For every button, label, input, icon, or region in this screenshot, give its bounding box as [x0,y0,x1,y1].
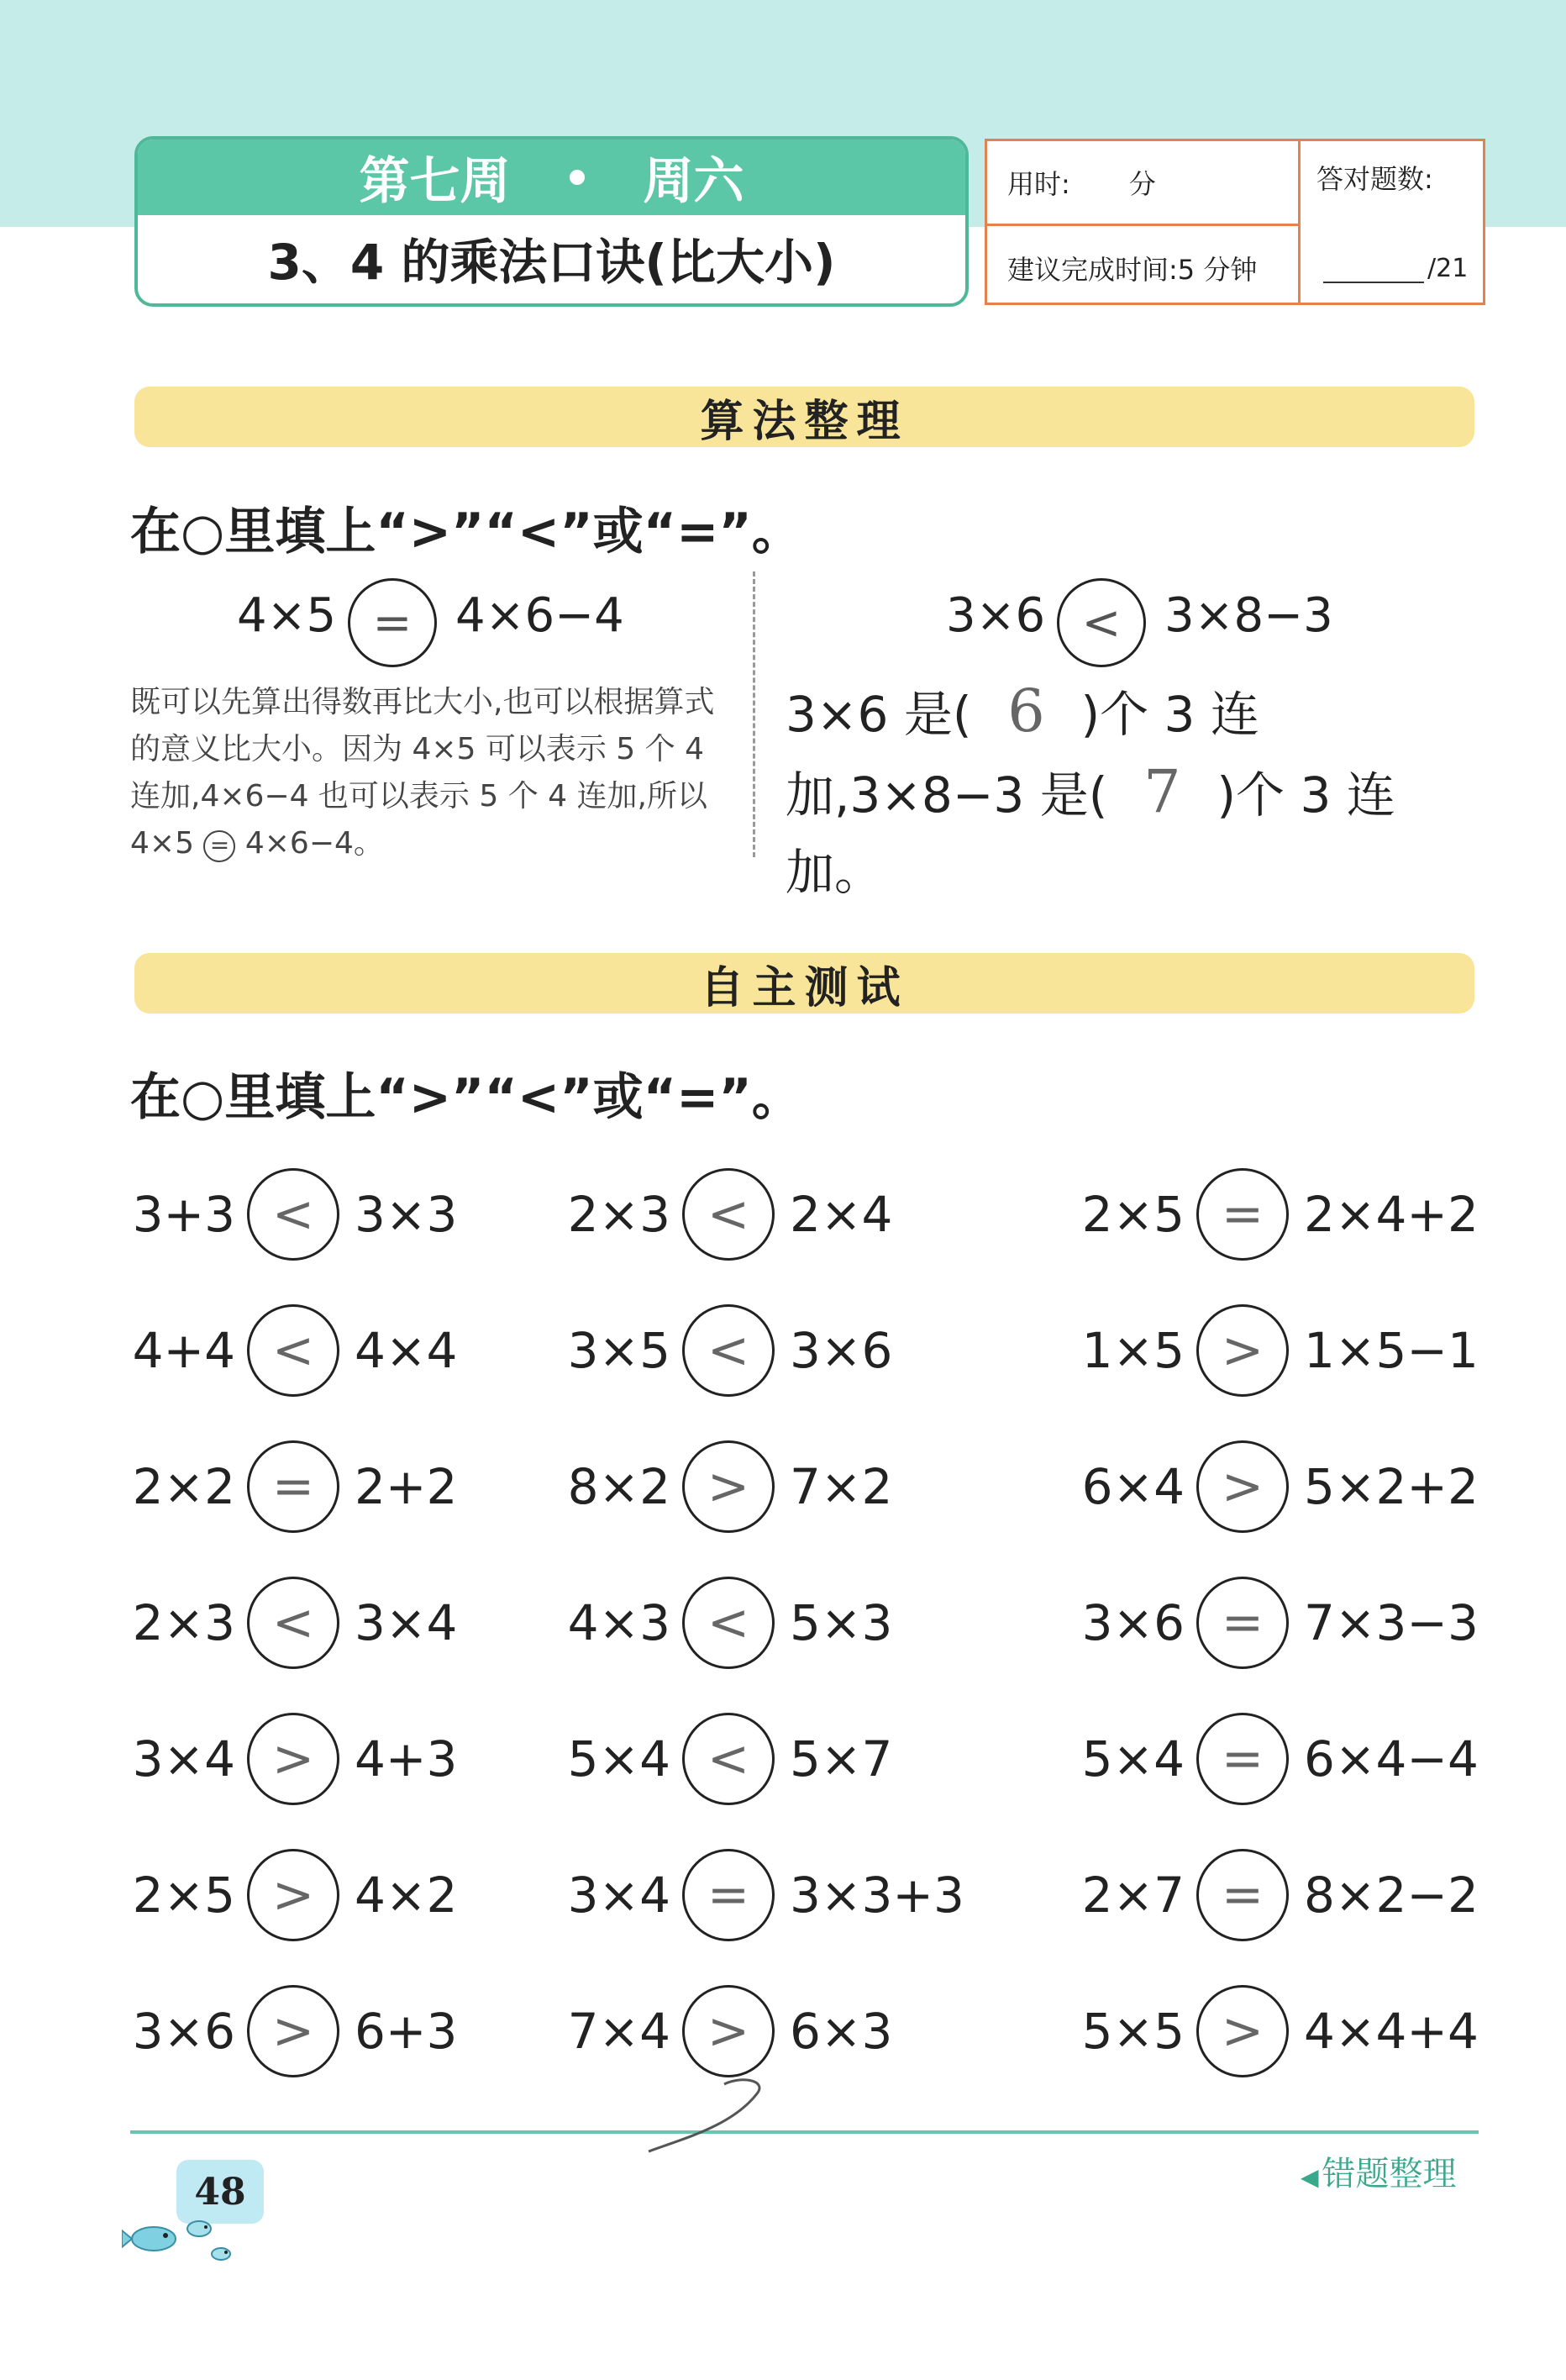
exercise-right-expr: 4+3 [355,1730,458,1788]
exercise-right-expr: 1×5−1 [1304,1322,1479,1379]
week-label: 第七周 [359,152,511,211]
instruction-method: 在○里填上“>”“<”或“=”。 [130,503,802,561]
exercise-left-expr: 1×5 [1081,1322,1185,1379]
exercise-right-expr: 2×4 [790,1186,893,1243]
exercise-item [561,1304,892,1397]
week-day-bar [138,140,965,215]
day-label: 周六 [643,152,744,211]
exercise-answer-circle[interactable]: = [247,1440,339,1533]
exercise-item [126,1304,457,1397]
separator-dot-icon [570,170,585,185]
exercise-right-expr: 4×2 [355,1867,458,1924]
exercise-item [1075,1849,1479,1941]
review-link-label: 错题整理 [1322,2155,1457,2193]
example-fill-text [786,672,1483,911]
exercise-right-expr: 5×2+2 [1304,1458,1479,1515]
exercise-left-expr: 4×3 [567,1594,670,1651]
exercise-item [1075,1168,1479,1261]
fill-answer-2[interactable]: 7 [1143,757,1181,826]
exercise-answer-circle[interactable]: > [1196,1440,1289,1533]
exercise-item [561,1849,964,1941]
exercise-answer-circle[interactable]: < [247,1168,339,1261]
exercise-answer-circle[interactable]: = [1196,1168,1289,1261]
fill-text-3: )个 3 连加。 [786,766,1395,901]
exercise-item [561,1440,892,1533]
exercise-right-expr: 6×3 [790,2003,893,2060]
exercise-item [126,1713,457,1805]
exercise-left-expr: 8×2 [567,1458,670,1515]
exercise-right-expr: 2+2 [355,1458,458,1515]
exercise-left-expr: 3×6 [132,2003,235,2060]
exercise-answer-circle[interactable]: = [1196,1713,1289,1805]
time-label: 用时: [1007,168,1070,200]
lesson-header [134,136,969,307]
exercise-right-expr: 3×3 [355,1186,458,1243]
time-field[interactable] [1007,163,1156,202]
exercise-answer-circle[interactable]: > [682,1985,775,2077]
correct-count-label: 答对题数: [1316,163,1433,195]
exercise-answer-circle[interactable]: < [247,1304,339,1397]
fill-text-1: 3×6 是( [786,686,972,743]
instruction-test: 在○里填上“>”“<”或“=”。 [130,1068,802,1127]
footer-divider [130,2130,1479,2134]
exercise-item [1075,1713,1479,1805]
exercise-answer-circle[interactable]: < [682,1168,775,1261]
score-field[interactable] [1323,254,1468,283]
score-blank[interactable] [1323,255,1424,283]
explanation-text-1: 既可以先算出得数再比大小,也可以根据算式的意义比大小。因为 4×5 可以表示 5 个 4 连加,4×6−4 也可以表示 5 个 4 连加,所以 4×5 [130,685,715,861]
exercise-item [126,1440,457,1533]
exercise-left-expr: 3+3 [132,1186,235,1243]
exercise-right-expr: 3×4 [355,1594,458,1651]
fill-answer-1[interactable]: 6 [1007,677,1045,745]
exercise-right-expr: 7×3−3 [1304,1594,1479,1651]
exercise-right-expr: 4×4 [355,1322,458,1379]
left-arrow-icon: ◀ [1301,2163,1319,2191]
review-mistakes-link[interactable] [1301,2147,1457,2195]
exercise-item [561,1577,892,1669]
exercise-answer-circle[interactable]: > [1196,1985,1289,2077]
exercise-right-expr: 5×7 [790,1730,893,1788]
explanation-text-2: 4×6−4。 [235,826,384,861]
exercise-item [126,1168,457,1261]
info-box [985,139,1485,305]
lesson-title: 3、4 的乘法口诀(比大小) [267,233,836,291]
info-divider-horizontal [987,224,1298,226]
exercise-answer-circle[interactable]: < [682,1304,775,1397]
exercise-item [126,1849,457,1941]
score-total: /21 [1427,254,1469,283]
exercise-left-expr: 2×3 [567,1186,670,1243]
exercise-left-expr: 2×5 [1081,1186,1185,1243]
exercise-left-expr: 4+4 [132,1322,235,1379]
example-right-expr-a: 3×6 [946,588,1046,643]
info-divider-vertical [1298,141,1301,303]
exercise-right-expr: 5×3 [790,1594,893,1651]
section-banner-test: 自主测试 [134,953,1474,1014]
exercise-answer-circle[interactable]: > [1196,1304,1289,1397]
exercise-right-expr: 6+3 [355,2003,458,2060]
exercise-left-expr: 3×5 [567,1322,670,1379]
exercise-left-expr: 2×7 [1081,1867,1185,1924]
section-banner-method: 算法整理 [134,387,1474,447]
exercise-answer-circle[interactable]: > [247,1713,339,1805]
example-right-circle[interactable]: < [1057,578,1146,667]
exercise-item [1075,1440,1479,1533]
exercise-item [561,1168,892,1261]
exercise-answer-circle[interactable]: = [682,1849,775,1941]
exercise-left-expr: 7×4 [567,2003,670,2060]
exercise-left-expr: 3×6 [1081,1594,1185,1651]
exercise-left-expr: 2×2 [132,1458,235,1515]
exercise-left-expr: 3×4 [567,1867,670,1924]
exercise-right-expr: 6×4−4 [1304,1730,1479,1788]
time-unit: 分 [1128,168,1156,200]
exercise-right-expr: 7×2 [790,1458,893,1515]
exercise-answer-circle[interactable]: < [682,1713,775,1805]
exercise-right-expr: 3×6 [790,1322,893,1379]
exercise-left-expr: 3×4 [132,1730,235,1788]
exercise-left-expr: 2×5 [132,1867,235,1924]
exercise-answer-circle[interactable]: = [1196,1849,1289,1941]
exercise-left-expr: 5×4 [1081,1730,1185,1788]
exercise-left-expr: 6×4 [1081,1458,1185,1515]
exercise-right-expr: 4×4+4 [1304,2003,1479,2060]
exercise-answer-circle[interactable]: > [682,1440,775,1533]
example-right-expr-b: 3×8−3 [1164,588,1333,643]
example-explanation [130,679,727,867]
exercise-right-expr: 2×4+2 [1304,1186,1479,1243]
exercise-item [561,1713,892,1805]
exercise-answer-circle[interactable]: > [247,1985,339,2077]
explanation-circle: = [203,830,235,862]
exercise-item [1075,1304,1479,1397]
exercise-left-expr: 5×5 [1081,2003,1185,2060]
example-left-expr-b: 4×6−4 [455,588,624,643]
example-left-expr-a: 4×5 [237,588,337,643]
exercise-answer-circle[interactable]: > [247,1849,339,1941]
exercise-item [126,1577,457,1669]
exercise-item [1075,1985,1479,2077]
suggested-time: 建议完成时间:5 分钟 [1007,254,1258,286]
exercise-left-expr: 2×3 [132,1594,235,1651]
fill-text-2: )个 3 连加,3×8−3 是( [786,686,1259,824]
example-left-circle[interactable]: = [348,578,437,667]
exercise-answer-circle[interactable]: < [682,1577,775,1669]
exercise-item [126,1985,457,2077]
exercise-answer-circle[interactable]: < [247,1577,339,1669]
exercise-right-expr: 3×3+3 [790,1867,964,1924]
exercise-answer-circle[interactable]: = [1196,1577,1289,1669]
exercise-left-expr: 5×4 [567,1730,670,1788]
example-divider [753,571,755,857]
page-number: 48 [176,2160,264,2224]
exercise-item [1075,1577,1479,1669]
exercise-right-expr: 8×2−2 [1304,1867,1479,1924]
pencil-scribble-mark [632,2059,783,2160]
fish-icon [122,2210,239,2269]
